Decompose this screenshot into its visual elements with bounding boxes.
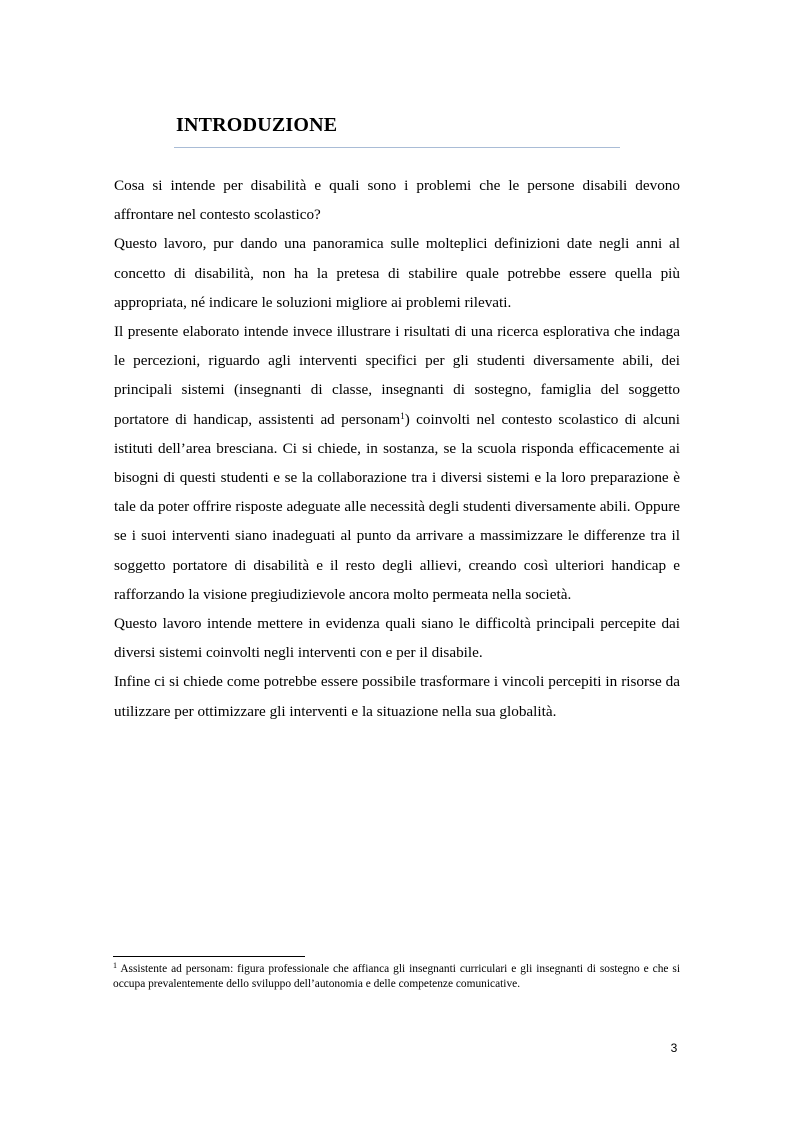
paragraph-4: Questo lavoro intende mettere in evidenza quali siano le difficoltà principali percepite dai diversi sistemi coinvolti negli interventi con e per il disabile. xyxy=(114,615,680,662)
footnote xyxy=(113,962,680,992)
paragraph-3 xyxy=(114,317,680,609)
body-text xyxy=(114,171,680,726)
page-number: 3 xyxy=(670,1041,678,1055)
paragraph-1: Cosa si intende per disabilità e quali sono i problemi che le persone disabili devono affrontare nel contesto scolastico? xyxy=(114,177,680,224)
footnote-separator xyxy=(113,956,305,957)
paragraph-3-end: ) coinvolti nel contesto scolastico di alcuni istituti dell’area bresciana. Ci si chiede, in sostanza, se la scuola risponda efficacemente ai bisogni di questi studenti e se la collaborazione tra i diversi sistemi e la loro preparazione è tale da poter offrire risposte adeguate alle necessità degli studenti diversamente abili. Oppure se i suoi interventi siano inadeguati al punto da arrivare a massimizzare le differenze tra il soggetto portatore di disabilità e il resto degli allievi, creando così ulteriori handicap e rafforzando la visione pregiudizievole ancora molto permeata nella società. xyxy=(114,410,681,603)
paragraph-3-start: Il presente elaborato intende invece illustrare i risultati di una ricerca esplorativa che indaga le percezioni, riguardo agli interventi specifici per gli studenti diversamente abili, dei principali sistemi (insegnanti di classe, insegnanti di sostegno, famiglia del soggetto portatore di handicap, assistenti ad personam xyxy=(114,323,680,428)
title-underline xyxy=(174,147,620,148)
page-title: INTRODUZIONE xyxy=(176,114,338,136)
footnote-marker: 1 xyxy=(113,961,117,970)
footnote-reference[interactable]: 1 xyxy=(400,410,405,421)
paragraph-5: Infine ci si chiede come potrebbe essere possibile trasformare i vincoli percepiti in risorse da utilizzare per ottimizzare gli interventi e la situazione nella sua globalità. xyxy=(114,673,680,720)
footnote-text: Assistente ad personam: figura professionale che affianca gli insegnanti curriculari e gli insegnanti di sostegno e che si occupa prevalentemente dello sviluppo dell’autonomia e delle competenze comunicative. xyxy=(113,963,680,990)
paragraph-2: Questo lavoro, pur dando una panoramica sulle molteplici definizioni date negli anni al concetto di disabilità, non ha la pretesa di stabilire quale potrebbe essere quella più appropriata, né indicare le soluzioni migliore ai problemi rilevati. xyxy=(114,235,680,311)
